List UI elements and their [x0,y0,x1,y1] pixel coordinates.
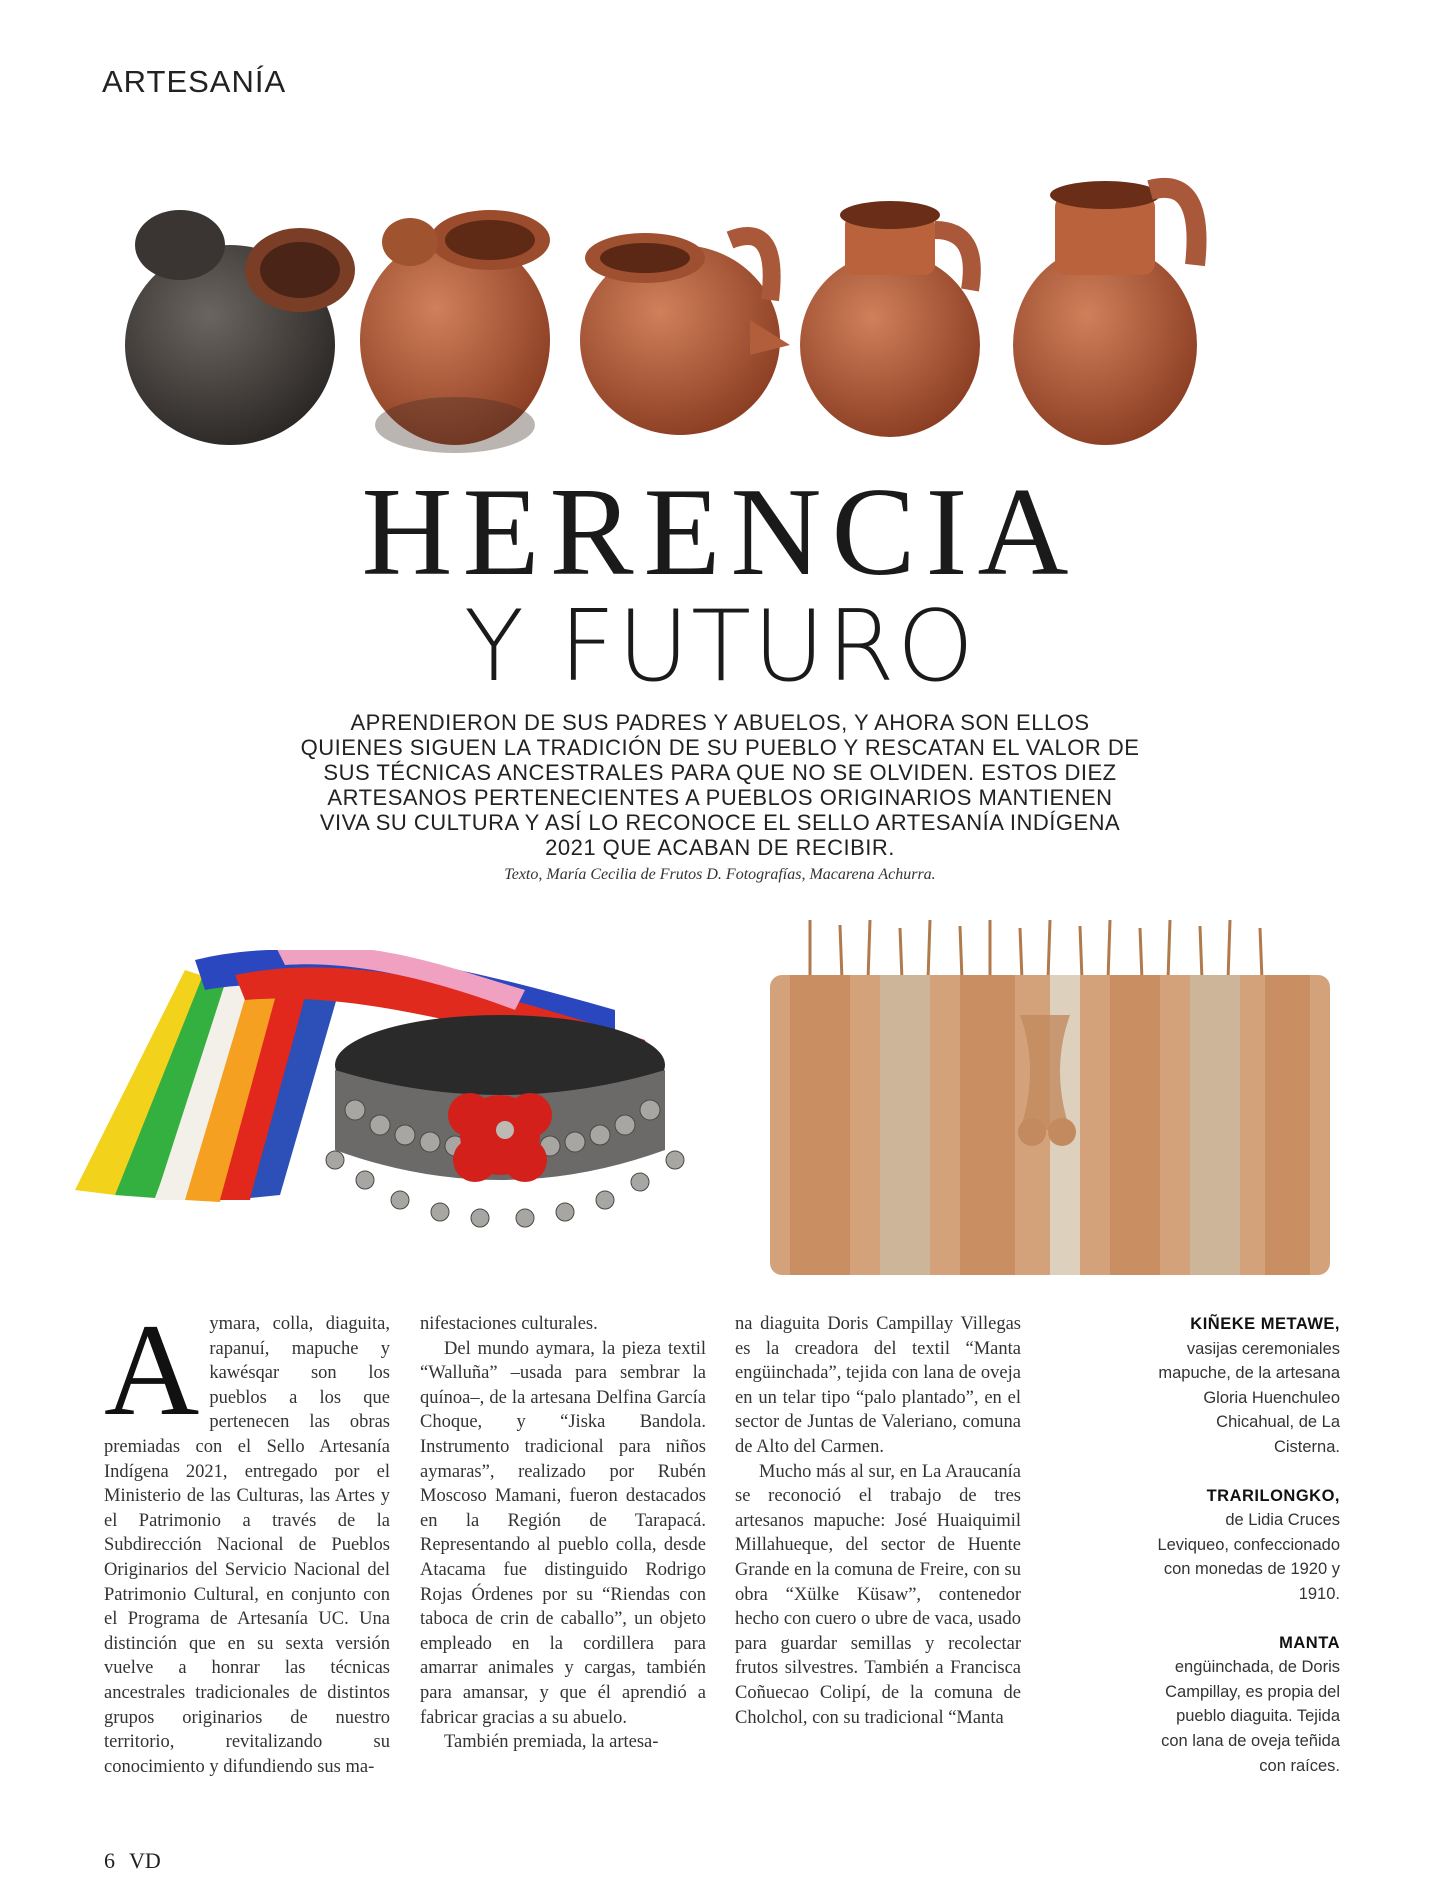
body-paragraph: na diaguita Doris Campillay Villegas es la creadora del textil “Manta engüinchada”, tejida con lana de oveja en un telar tipo “palo plantado”, en el sector de Juntas de Valeriano, comuna de Alto del Carmen. [735,1314,1021,1457]
fringe [810,920,1262,980]
pot-jar [800,201,980,437]
caption-text: engüinchada, de Doris Campillay, es propia del pueblo diaguita. Tejida con lana de oveja teñida con raíces. [1161,1658,1340,1775]
trarilongko-image [55,950,765,1240]
captions-column [1150,1312,1340,1802]
caption-text: vasijas ceremoniales mapuche, de la artesana Gloria Huenchuleo Chicahual, de La Cisterna. [1158,1339,1340,1456]
body-column-1 [104,1296,390,1779]
coin-band [326,1015,684,1227]
caption-head: MANTA [1279,1633,1340,1652]
pot-jug [1013,181,1197,445]
byline: Texto, María Cecilia de Frutos D. Fotografías, Macarena Achurra. [504,866,936,883]
caption-kineke-metawe [1150,1312,1340,1460]
magazine-mark: VD [129,1848,161,1873]
body-paragraph: nifestaciones culturales. [420,1314,598,1334]
pot-black [125,210,355,445]
body-paragraph: Mucho más al sur, en La Araucanía se reconoció el trabajo de tres artesanos mapuche: José Huaiquimil Millahueque, del sector de Huente Grande en la comuna de Freire, con su obra “Xülke Küsaw”, contenedor hecho con cuero o ubre de vaca, usado para guardar semillas y recolectar frutos silvestres. También a Francisca Coñuecao Colipí, de la comuna de Cholchol, con su tradicional “Manta [735,1461,1021,1728]
red-flower [448,1093,552,1182]
body-paragraph: Del mundo aymara, la pieza textil “Walluña” –usada para sembrar la quínoa–, de la artesana Delfina García Choque, y “Jiska Bandola. Instrumento tradicional para niños aymaras”, realizado por Rubén Moscoso Mamani, fueron destacados en la Región de Tarapacá. Representando al pueblo colla, desde Atacama fue distinguido Rodrigo Rojas Órdenes por su “Riendas con taboca de crin de caballo”, un objeto empleado en la cordillera para amarrar animales y cargas, también para amansar, y que él aprendió a fabricar gracias a su abuelo. [420,1338,706,1728]
caption-trarilongko [1150,1484,1340,1607]
body-column-2 [420,1312,706,1755]
caption-head: KIÑEKE METAWE, [1190,1315,1340,1333]
body-paragraph: También premiada, la artesa- [444,1732,659,1753]
body-paragraph: ymara, colla, diaguita, rapanuí, mapuche y kawésqar son los pueblos a los que pertenecen las obras premiadas con el Sello Artesanía Indígena 2021, entregado por el Ministerio de las Culturas, las Artes y el Patrimonio a través de la Subdirección Nacional de Pueblos Originarios del Servicio Nacional del Patrimonio Cultural, en conjunto con el Programa de Artesanía UC. Una distinción que en su sexta versión vuelve a honrar las técnicas ancestrales tradicionales de distintos grupos originarios de nuestro territorio, revitalizando su conocimiento y difundiendo sus ma- [104,1314,390,1777]
page-number: 6 [104,1848,115,1873]
headline-line2: Y FUTURO [464,590,976,704]
page-folio [104,1848,175,1874]
pot-duck [580,233,790,435]
headline-line1: HERENCIA [361,463,1079,602]
pot-double [360,210,550,453]
manta-textile-image [770,920,1330,1280]
ceramic-vessels-image [110,170,1340,470]
section-label: ARTESANÍA [102,64,287,99]
drop-cap: A [104,1296,200,1443]
caption-head: TRARILONGKO, [1206,1486,1340,1505]
caption-text: de Lidia Cruces Leviqueo, confeccionado con monedas de 1920 y 1910. [1157,1511,1340,1603]
standfirst: APRENDIERON DE SUS PADRES Y ABUELOS, Y AHORA SON ELLOS QUIENES SIGUEN LA TRADICIÓN DE SU PUEBLO Y RESCATAN EL VALOR DE SUS TÉCNICAS ANCESTRALES PARA QUE NO SE OLVIDEN. ESTOS DIEZ ARTESANOS PERTENECIENTES A PUEBLOS ORIGINARIOS MANTIENEN VIVA SU CULTURA Y ASÍ LO RECONOCE EL SELLO ARTESANÍA INDÍGENA 2021 QUE ACABAN DE RECIBIR. [300,710,1140,860]
caption-manta [1150,1631,1340,1779]
body-column-3 [735,1312,1021,1730]
